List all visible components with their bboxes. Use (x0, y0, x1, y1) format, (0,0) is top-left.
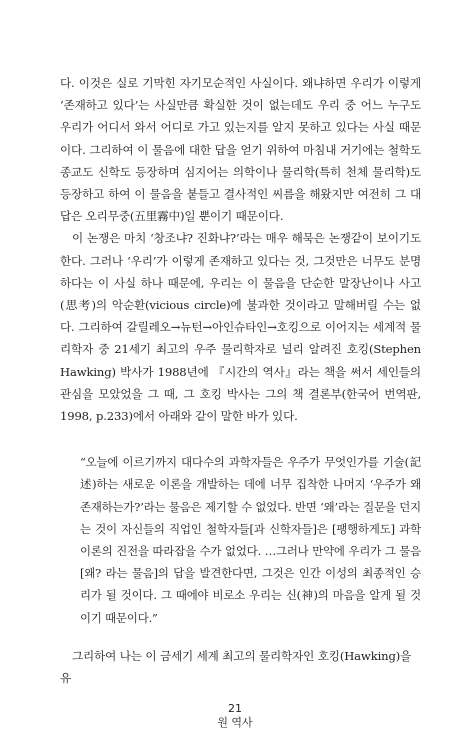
closing-paragraph (60, 645, 421, 689)
running-title: 원 역사 (217, 716, 253, 729)
body-text (60, 72, 421, 427)
quote-text: “오늘에 이르기까지 대다수의 과학자들은 우주가 무엇인가를 기술(記述)하는 새로운 이론을 개발하는 데에 너무 집착한 나머지 ‘우주가 왜 존재하는가?’라는 물음은 제기할 수 없었다. 반면 ‘왜’라는 질문을 던지는 것이 자신들의 직업인 철학자들[과 신학자들]은 [팽행하게도] 과학이론의 진전을 따라잡을 수가 없었다. …그러나 만약에 우리가 그 물음[왜? 라는 물음]의 답을 발견한다면, 그것은 인간 이성의 최종적인 승리가 될 것이다. 그 때에야 비로소 우리는 신(神)의 마음을 알게 될 것이기 때문이다.” (80, 455, 421, 625)
paragraph: 다. 이것은 실로 기막힌 자기모순적인 사실이다. 왜냐하면 우리가 이렇게 ‘존재하고 있다’는 사실만큼 확실한 것이 없는데도 우리 중 어느 누구도 우리가 어디서 와서 어디로 가고 있는지를 알지 못하고 있다는 사실 때문이다. 그리하여 이 물음에 대한 답을 얻기 위하여 마침내 거기에는 철학도 종교도 신학도 등장하며 심지어는 의학이나 물리학(특히 천체 물리학)도 등장하고 하여 이 물음을 붙들고 결사적인 씨름을 해왔지만 여전히 그 대답은 오리무중(五里霧中)일 뿐이기 때문이다. (60, 76, 421, 224)
paragraph: 이 논쟁은 마치 ‘창조냐? 진화냐?’라는 매우 해묵은 논쟁같이 보이기도 한다. 그러나 ‘우리’가 이렇게 존재하고 있다는 것, 그것만은 너무도 분명하다는 이 사실 하나 때문에, 우리는 이 물음을 단순한 말장난이나 사고(思考)의 악순환(vicious circle)에 불과한 것이라고 말해버릴 수는 없다. 그리하여 갈릴레오→뉴턴→아인슈타인→호킹으로 이어지는 세계적 물리학자 중 21세기 최고의 우주 물리학자로 널리 알려진 호킹(Stephen Hawking) 박사가 1988년에 『시간의 역사』라는 책을 써서 세인들의 관심을 모았었을 그 때, 그 호킹 박사는 그의 책 결론부(한국어 번역판, 1998, p.233)에서 아래와 같이 말한 바가 있다. (60, 231, 421, 424)
page-number: 21 (228, 702, 242, 715)
page-footer (0, 702, 470, 730)
block-quote (80, 451, 421, 629)
paragraph: 그리하여 나는 이 금세기 세계 최고의 물리학자인 호킹(Hawking)을 유 (60, 648, 412, 686)
